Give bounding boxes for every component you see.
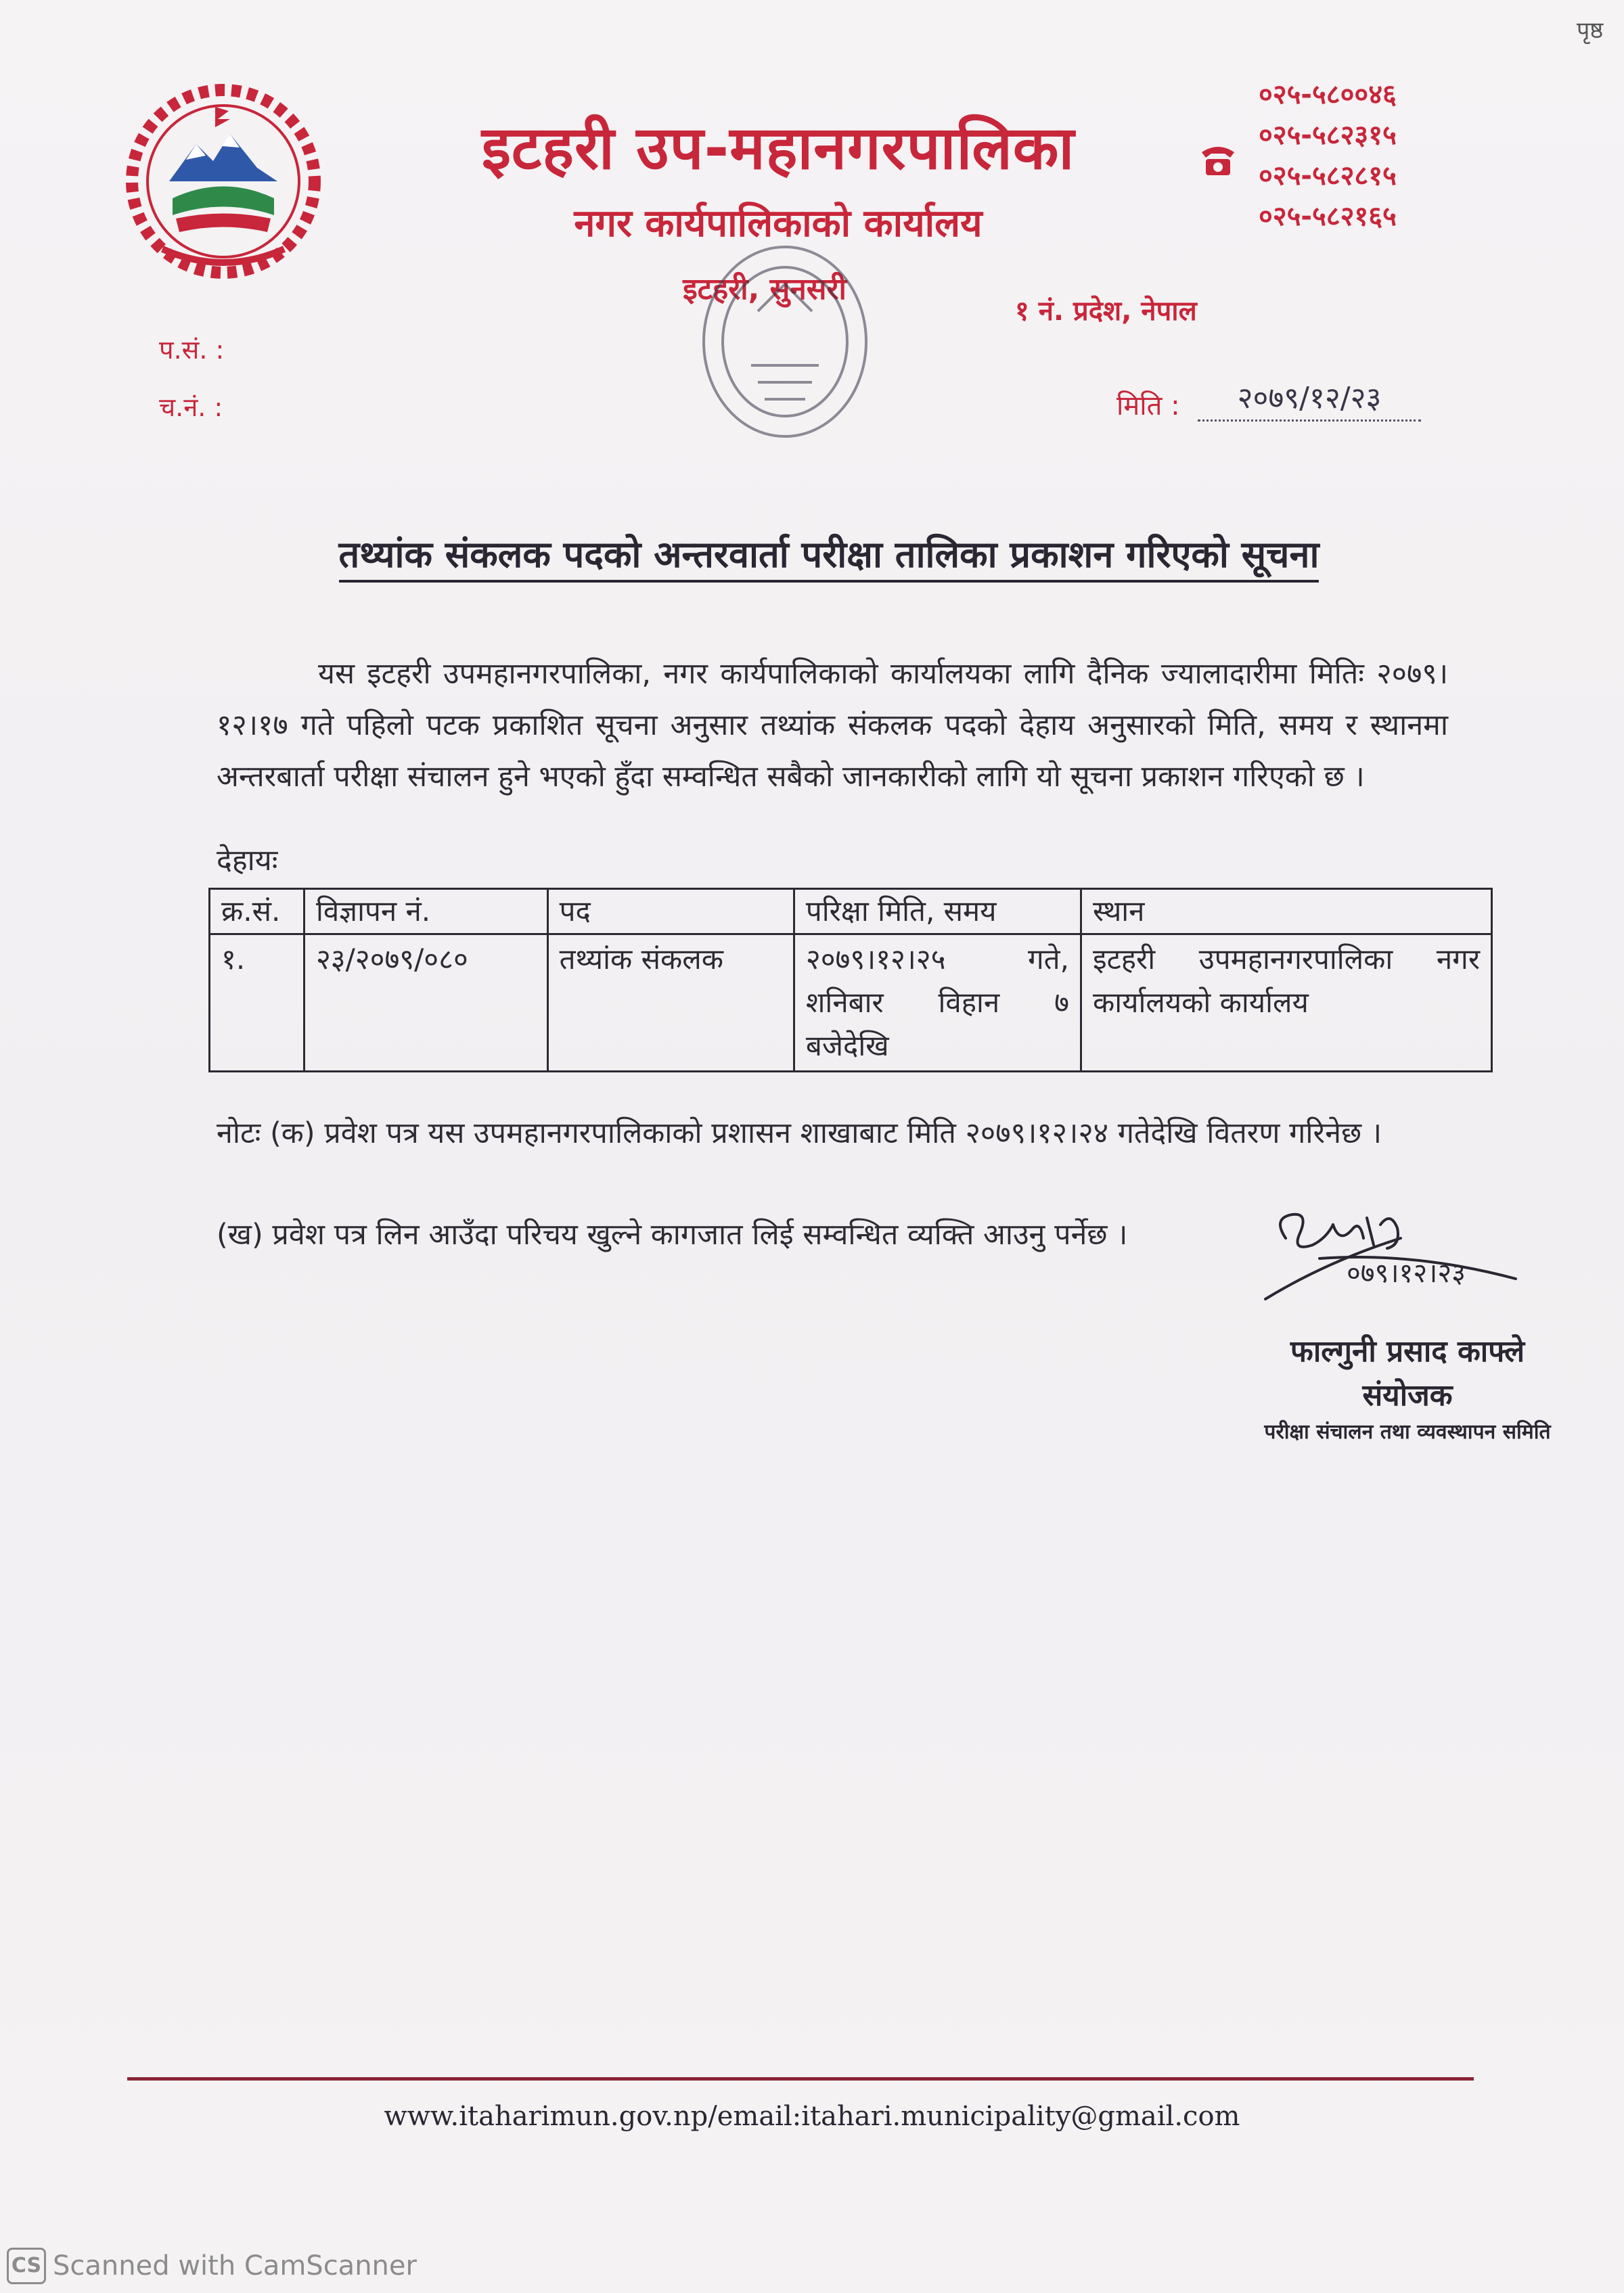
note-a: नोटः (क) प्रवेश पत्र यस उपमहानगरपालिकाको प्रशासन शाखाबाट मिति २०७९।१२।२४ गतेदेखि वितरण गरिनेछ ।: [217, 1116, 1382, 1150]
signatory-name: फाल्गुनी प्रसाद काफ्ले: [1290, 1334, 1525, 1369]
column-header-ad-no: विज्ञापन नं.: [304, 889, 547, 934]
notice-title: [284, 528, 1374, 578]
phone-number: ०२५-५८२३१५: [1259, 120, 1397, 151]
footer-divider: [127, 2077, 1474, 2081]
notice-title-text: तथ्यांक संकलक पदको अन्तरवार्ता परीक्षा तालिका प्रकाशन गरिएको सूचना: [339, 533, 1320, 583]
table-header-row: [210, 889, 1492, 934]
column-header-post: पद: [547, 889, 794, 934]
handwritten-signature: [1245, 1198, 1543, 1326]
cell-ad-no: २३/२०७९/०८०: [304, 934, 547, 1072]
telephone-icon: [1198, 139, 1238, 179]
footer-contact: www.itaharimun.gov.np/email:itahari.municipality@gmail.com: [384, 2101, 1240, 2132]
camscanner-icon: CS: [7, 2248, 46, 2284]
signatory-role: संयोजक: [1362, 1378, 1453, 1413]
column-header-venue: स्थान: [1081, 889, 1491, 934]
handwritten-date: ०७९।१२।२३: [1347, 1258, 1466, 1289]
cell-datetime: २०७९।१२।२५ गते, शनिबार विहान ७ बजेदेखि: [794, 934, 1081, 1072]
corner-mark: पृष्ठ: [1577, 17, 1604, 44]
office-subtitle: नगर कार्यपालिकाको कार्यालय: [574, 202, 983, 246]
scanner-text: Scanned with CamScanner: [53, 2250, 417, 2281]
phone-numbers: [1259, 74, 1455, 237]
municipality-title: इटहरी उप-महानगरपालिका: [481, 113, 1075, 183]
cell-venue: इटहरी उपमहानगरपालिका नगर कार्यालयको कार्यालय: [1081, 934, 1491, 1072]
date-label: मिति :: [1116, 390, 1180, 422]
interview-schedule-table: [208, 888, 1493, 1072]
office-stamp: [683, 230, 886, 453]
dehay-label: देहायः: [217, 844, 278, 878]
column-header-sn: क्र.सं.: [210, 889, 304, 934]
province-address: १ नं. प्रदेश, नेपाल: [1015, 296, 1197, 327]
notice-body: यस इटहरी उपमहानगरपालिका, नगर कार्यपालिकाको कार्यालयका लागि दैनिक ज्यालादारीमा मितिः २०७९।१२।१७ गते पहिलो पटक प्रकाशित सूचना अनुसार तथ्यांक संकलक पदको देहाय अनुसारको मिति, समय र स्थानमा अन्तरबार्ता परीक्षा संचालन हुने भएको हुँदा सम्वन्धित सबैको जानकारीको लागि यो सूचना प्रकाशन गरिएको छ ।: [217, 657, 1448, 794]
cell-sn: १.: [210, 934, 304, 1072]
patra-sankhya-label: प.सं. :: [159, 335, 225, 365]
signatory-committee: परीक्षा संचालन तथा व्यवस्थापन समिति: [1264, 1420, 1551, 1444]
note-b: (ख) प्रवेश पत्र लिन आउँदा परिचय खुल्ने कागजात लिई सम्वन्धित व्यक्ति आउनु पर्नेछ ।: [217, 1218, 1128, 1252]
column-header-datetime: परिक्षा मिति, समय: [794, 889, 1081, 934]
cell-post: तथ्यांक संकलक: [547, 934, 794, 1072]
nepal-emblem-logo: [122, 80, 325, 283]
phone-number: ०२५-५८२८१५: [1259, 160, 1397, 191]
phone-number: ०२५-५८००४६: [1259, 79, 1397, 110]
office-city: इटहरी, सुनसरी: [683, 272, 847, 307]
chalani-number-label: च.नं. :: [159, 392, 223, 422]
scanner-watermark: [7, 2248, 417, 2284]
phone-number: ०२५-५८२१६५: [1259, 201, 1397, 232]
table-row: [210, 934, 1492, 1072]
date-value: २०७९/१२/२३: [1198, 376, 1421, 422]
